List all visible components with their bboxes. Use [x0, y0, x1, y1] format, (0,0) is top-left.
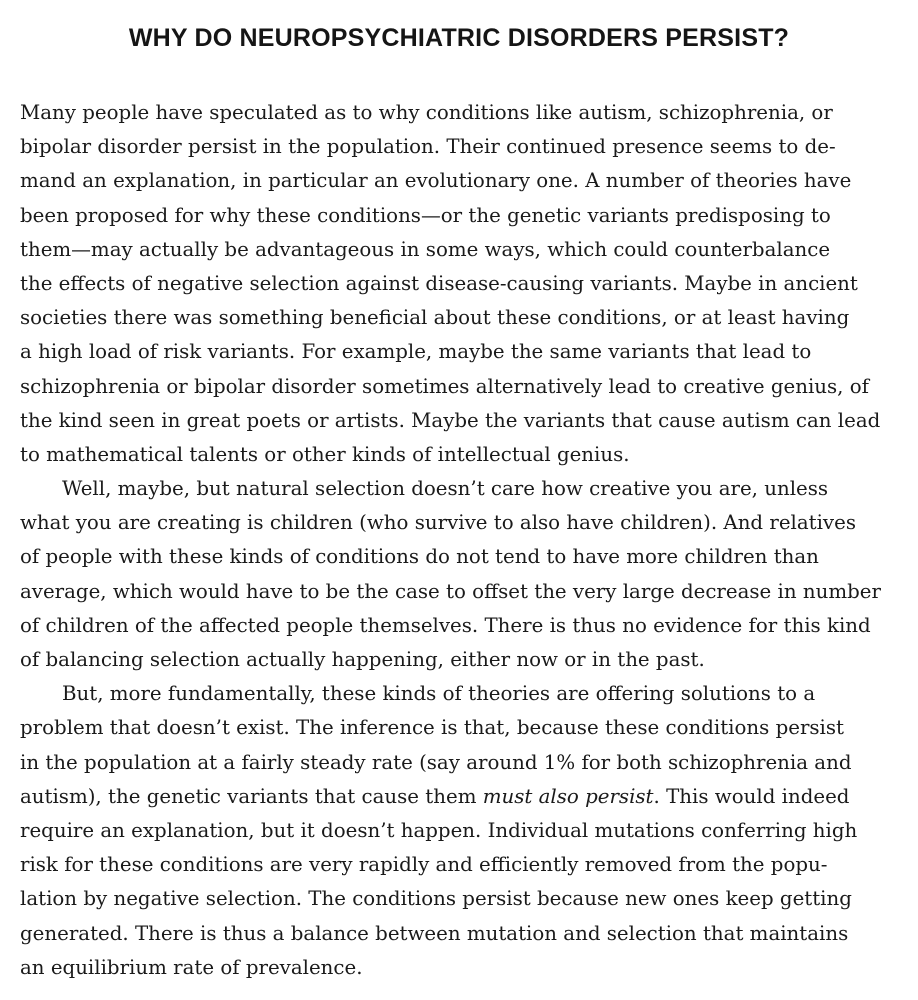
text-line: in the population at a fairly steady rate (say around 1% for both schizophrenia and	[20, 750, 852, 774]
text-line: the kind seen in great poets or artists. Maybe the variants that cause autism can lead	[20, 408, 881, 432]
page-title: WHY DO NEUROPSYCHIATRIC DISORDERS PERSIST?	[128, 24, 790, 52]
text-line: bipolar disorder persist in the population. Their continued presence seems to de-	[20, 135, 836, 159]
text-line: But, more fundamentally, these kinds of theories are offering solutions to a	[62, 682, 816, 706]
text-line: schizophrenia or bipolar disorder sometimes alternatively lead to creative genius, of	[20, 374, 869, 398]
text-line: to mathematical talents or other kinds of intellectual genius.	[20, 442, 630, 466]
paragraph-3	[20, 677, 896, 985]
line-segment: . This would indeed	[653, 784, 850, 808]
text-line: societies there was something beneficial about these conditions, or at least having	[20, 306, 850, 330]
text-line: what you are creating is children (who survive to also have children). And relatives	[20, 511, 856, 535]
text-line: Many people have speculated as to why conditions like autism, schizophrenia, or	[20, 101, 833, 124]
text-line: them—may actually be advantageous in some ways, which could counterbalance	[20, 237, 831, 261]
text-line: mand an explanation, in particular an evolutionary one. A number of theories have	[20, 169, 852, 193]
paragraph-1	[20, 96, 896, 472]
line-segment: autism), the genetic variants that cause them	[20, 784, 483, 808]
text-line: been proposed for why these conditions—or the genetic variants predisposing to	[20, 203, 831, 227]
text-line: average, which would have to be the case to offset the very large decrease in number	[20, 579, 881, 603]
text-line: an equilibrium rate of prevalence.	[20, 955, 363, 979]
text-line: of people with these kinds of conditions do not tend to have more children than	[20, 545, 819, 569]
text-line: generated. There is thus a balance between mutation and selection that maintains	[20, 921, 849, 945]
text-line: problem that doesn’t exist. The inference is that, because these conditions persist	[20, 716, 844, 740]
text-line: Well, maybe, but natural selection doesn’t care how creative you are, unless	[62, 477, 829, 501]
text-line: require an explanation, but it doesn’t happen. Individual mutations conferring high	[20, 818, 858, 842]
text-line: of children of the affected people themselves. There is thus no evidence for this kind	[20, 613, 871, 637]
text-line: the effects of negative selection against disease-causing variants. Maybe in ancient	[20, 271, 858, 295]
paragraph-2	[20, 472, 896, 677]
italic-emphasis: must also persist	[482, 784, 654, 808]
text-line: lation by negative selection. The conditions persist because new ones keep getting	[20, 887, 852, 911]
body-text	[20, 96, 896, 985]
text-line-with-emphasis	[20, 780, 896, 814]
text-line: risk for these conditions are very rapidly and efficiently removed from the popu-	[20, 853, 828, 877]
text-line: of balancing selection actually happening, either now or in the past.	[20, 648, 705, 671]
text-line: a high load of risk variants. For example, maybe the same variants that lead to	[20, 340, 812, 364]
